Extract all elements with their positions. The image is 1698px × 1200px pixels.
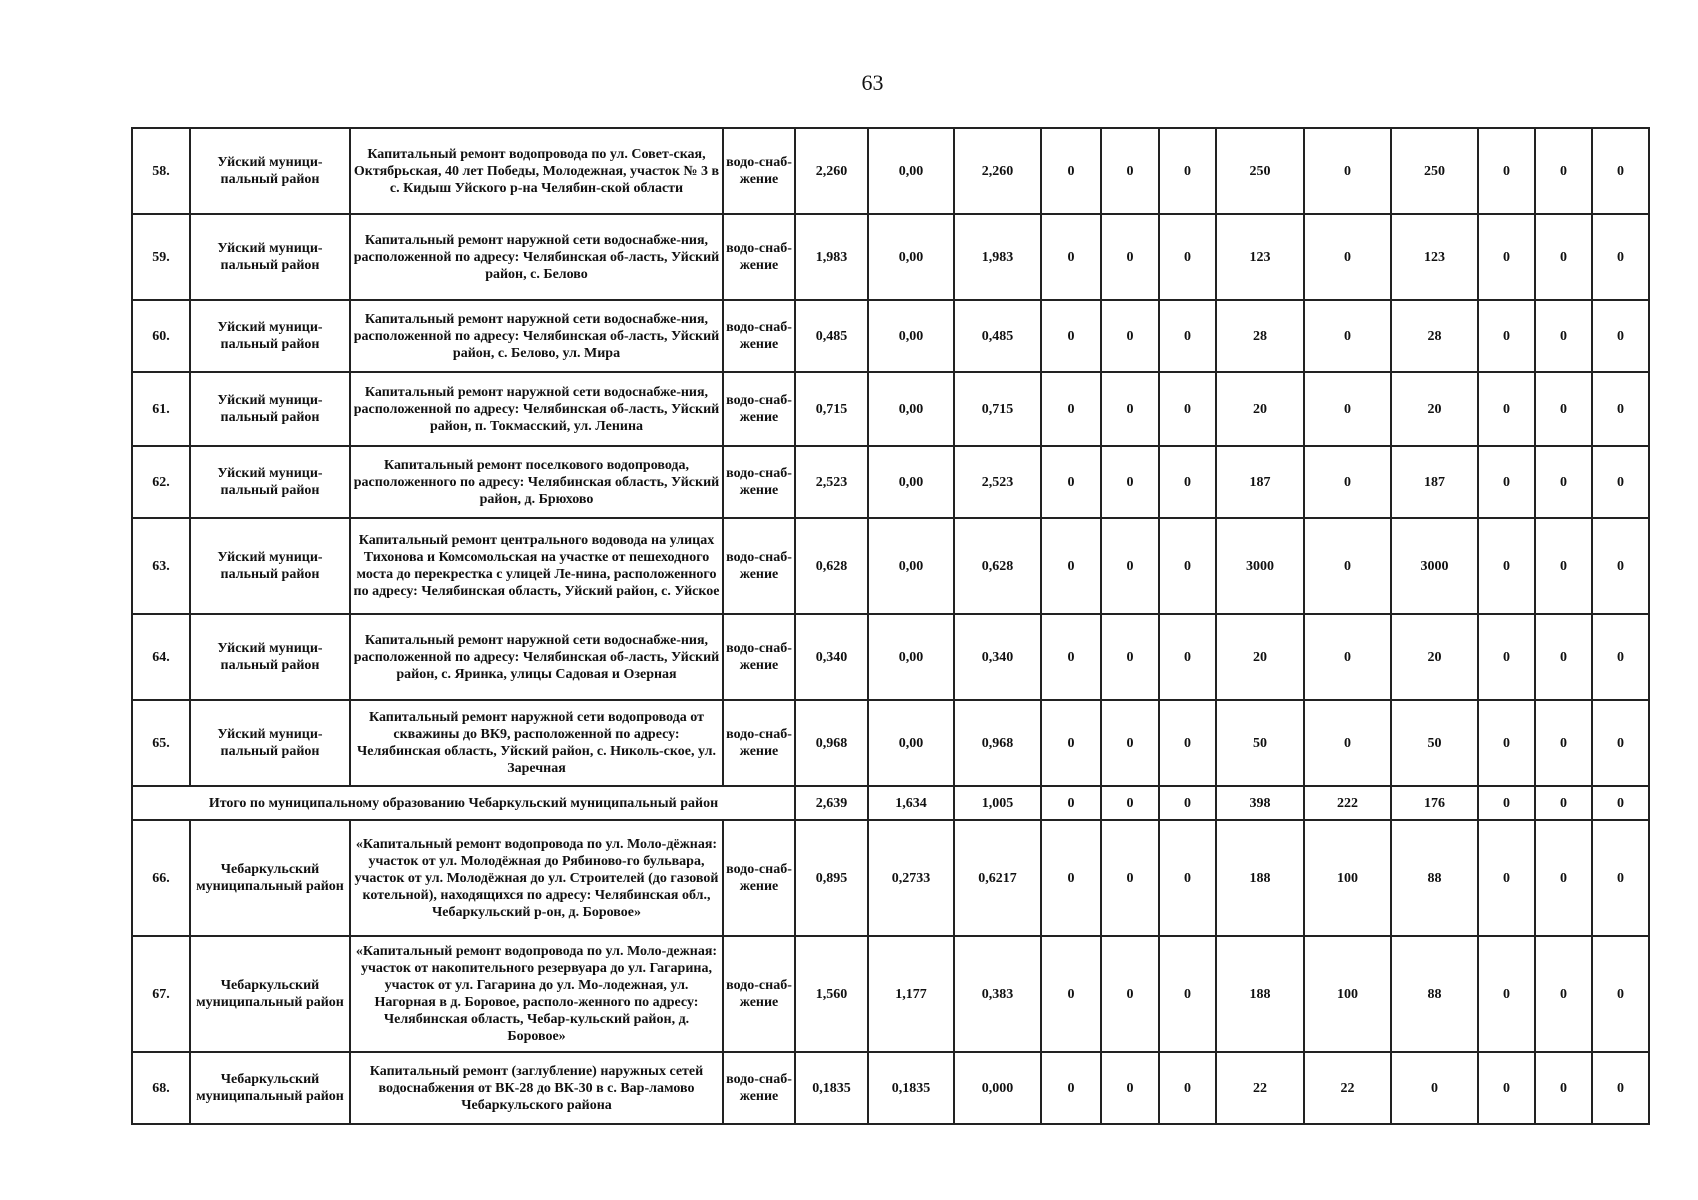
table-body-chebarkul xyxy=(132,820,1649,1124)
value-cell: 0 xyxy=(1535,518,1592,614)
project-description: Капитальный ремонт водопровода по ул. Совет-ская, Октябрьская, 40 лет Победы, Молодежная, участок № 3 в с. Кидыш Уйского р-на Челябин-ской области xyxy=(350,128,723,214)
value-cell: 0 xyxy=(1159,1052,1216,1124)
value-cell: 0 xyxy=(1391,1052,1478,1124)
value-cell: 0 xyxy=(1159,614,1216,700)
value-cell: 0 xyxy=(1304,518,1391,614)
value-cell: 0 xyxy=(1592,372,1649,446)
project-description: Капитальный ремонт наружной сети водоснабже-ния, расположенной по адресу: Челябинская об-ласть, Уйский район, с. Белово, ул. Мира xyxy=(350,300,723,372)
value-cell: 0 xyxy=(1159,700,1216,786)
district-name: Уйский муници-пальный район xyxy=(190,300,350,372)
value-cell: 0,00 xyxy=(868,700,954,786)
summary-value: 1,634 xyxy=(868,786,954,820)
summary-value: 0 xyxy=(1592,786,1649,820)
row-number: 62. xyxy=(132,446,190,518)
summary-value: 222 xyxy=(1304,786,1391,820)
project-type: водо-снаб-жение xyxy=(723,372,795,446)
value-cell: 0,000 xyxy=(954,1052,1041,1124)
value-cell: 0 xyxy=(1478,372,1535,446)
value-cell: 0 xyxy=(1041,300,1101,372)
value-cell: 1,983 xyxy=(954,214,1041,300)
value-cell: 0,968 xyxy=(954,700,1041,786)
value-cell: 20 xyxy=(1216,614,1304,700)
investment-table xyxy=(131,127,1650,1125)
value-cell: 20 xyxy=(1216,372,1304,446)
project-type: водо-снаб-жение xyxy=(723,214,795,300)
value-cell: 0 xyxy=(1478,1052,1535,1124)
value-cell: 0 xyxy=(1478,518,1535,614)
value-cell: 0 xyxy=(1041,128,1101,214)
row-number: 66. xyxy=(132,820,190,936)
value-cell: 0 xyxy=(1159,372,1216,446)
value-cell: 0 xyxy=(1159,936,1216,1052)
value-cell: 3000 xyxy=(1391,518,1478,614)
value-cell: 0,00 xyxy=(868,214,954,300)
value-cell: 0,00 xyxy=(868,128,954,214)
row-number: 58. xyxy=(132,128,190,214)
value-cell: 0 xyxy=(1535,820,1592,936)
value-cell: 20 xyxy=(1391,614,1478,700)
value-cell: 0 xyxy=(1041,214,1101,300)
table-body-uisky xyxy=(132,128,1649,786)
value-cell: 0,1835 xyxy=(868,1052,954,1124)
project-description: Капитальный ремонт поселкового водопровода, расположенного по адресу: Челябинская область, Уйский район, д. Брюхово xyxy=(350,446,723,518)
summary-value: 176 xyxy=(1391,786,1478,820)
summary-label: Итого по муниципальному образованию Чебаркульский муниципальный район xyxy=(132,786,795,820)
value-cell: 123 xyxy=(1216,214,1304,300)
project-description: Капитальный ремонт центрального водовода на улицах Тихонова и Комсомольская на участке от пешеходного моста до перекрестка с улицей Ле-нина, расположенного по адресу: Челябинская область, Уйский район, с. Уйское xyxy=(350,518,723,614)
summary-value: 0 xyxy=(1478,786,1535,820)
value-cell: 50 xyxy=(1216,700,1304,786)
summary-value: 2,639 xyxy=(795,786,868,820)
value-cell: 0 xyxy=(1592,700,1649,786)
value-cell: 1,177 xyxy=(868,936,954,1052)
value-cell: 188 xyxy=(1216,820,1304,936)
value-cell: 88 xyxy=(1391,936,1478,1052)
summary-value: 0 xyxy=(1101,786,1159,820)
value-cell: 0 xyxy=(1592,518,1649,614)
value-cell: 0 xyxy=(1101,128,1159,214)
value-cell: 0 xyxy=(1304,614,1391,700)
summary-value: 0 xyxy=(1041,786,1101,820)
project-description: Капитальный ремонт наружной сети водоснабже-ния, расположенной по адресу: Челябинская об-ласть, Уйский район, с. Яринка, улицы Садовая и Озерная xyxy=(350,614,723,700)
value-cell: 20 xyxy=(1391,372,1478,446)
value-cell: 0 xyxy=(1041,372,1101,446)
value-cell: 0 xyxy=(1478,214,1535,300)
value-cell: 0 xyxy=(1592,614,1649,700)
table-row xyxy=(132,372,1649,446)
value-cell: 123 xyxy=(1391,214,1478,300)
project-description: «Капитальный ремонт водопровода по ул. Моло-дежная: участок от накопительного резервуара до ул. Гагарина, участок от ул. Гагарина до ул. Мо-лодежная, ул. Нагорная в д. Боровое, располо-женного по адресу: Челябинская область, Чебар-кульский район, д. Боровое» xyxy=(350,936,723,1052)
value-cell: 0,00 xyxy=(868,372,954,446)
value-cell: 0 xyxy=(1101,372,1159,446)
value-cell: 2,523 xyxy=(954,446,1041,518)
value-cell: 0,2733 xyxy=(868,820,954,936)
row-number: 59. xyxy=(132,214,190,300)
value-cell: 0 xyxy=(1041,820,1101,936)
value-cell: 0 xyxy=(1535,700,1592,786)
summary-value: 0 xyxy=(1159,786,1216,820)
value-cell: 0 xyxy=(1535,214,1592,300)
table-row xyxy=(132,936,1649,1052)
value-cell: 0 xyxy=(1101,700,1159,786)
value-cell: 187 xyxy=(1216,446,1304,518)
row-number: 67. xyxy=(132,936,190,1052)
value-cell: 0 xyxy=(1535,372,1592,446)
value-cell: 0 xyxy=(1592,128,1649,214)
value-cell: 1,983 xyxy=(795,214,868,300)
value-cell: 0,968 xyxy=(795,700,868,786)
district-name: Уйский муници-пальный район xyxy=(190,614,350,700)
value-cell: 28 xyxy=(1391,300,1478,372)
row-number: 63. xyxy=(132,518,190,614)
value-cell: 0 xyxy=(1101,300,1159,372)
value-cell: 0 xyxy=(1041,614,1101,700)
value-cell: 2,260 xyxy=(795,128,868,214)
value-cell: 0,00 xyxy=(868,614,954,700)
value-cell: 0 xyxy=(1592,820,1649,936)
value-cell: 0 xyxy=(1101,214,1159,300)
value-cell: 0,895 xyxy=(795,820,868,936)
district-name: Уйский муници-пальный район xyxy=(190,372,350,446)
project-description: Капитальный ремонт (заглубление) наружных сетей водоснабжения от ВК-28 до ВК-30 в с. Вар-ламово Чебаркульского района xyxy=(350,1052,723,1124)
value-cell: 0,383 xyxy=(954,936,1041,1052)
project-type: водо-снаб-жение xyxy=(723,518,795,614)
value-cell: 0 xyxy=(1535,128,1592,214)
value-cell: 0 xyxy=(1478,936,1535,1052)
table-row xyxy=(132,300,1649,372)
value-cell: 28 xyxy=(1216,300,1304,372)
table-row xyxy=(132,614,1649,700)
district-name: Чебаркульский муниципальный район xyxy=(190,936,350,1052)
project-description: Капитальный ремонт наружной сети водоснабже-ния, расположенной по адресу: Челябинская об-ласть, Уйский район, п. Токмасский, ул. Ленина xyxy=(350,372,723,446)
summary-value: 1,005 xyxy=(954,786,1041,820)
value-cell: 188 xyxy=(1216,936,1304,1052)
value-cell: 0 xyxy=(1101,518,1159,614)
value-cell: 0 xyxy=(1592,936,1649,1052)
value-cell: 0 xyxy=(1592,214,1649,300)
value-cell: 0,00 xyxy=(868,446,954,518)
value-cell: 0 xyxy=(1535,446,1592,518)
district-name: Уйский муници-пальный район xyxy=(190,446,350,518)
project-description: Капитальный ремонт наружной сети водоснабже-ния, расположенной по адресу: Челябинская об-ласть, Уйский район, с. Белово xyxy=(350,214,723,300)
value-cell: 0 xyxy=(1304,128,1391,214)
district-name: Уйский муници-пальный район xyxy=(190,214,350,300)
value-cell: 0 xyxy=(1592,1052,1649,1124)
row-number: 64. xyxy=(132,614,190,700)
district-name: Чебаркульский муниципальный район xyxy=(190,1052,350,1124)
table-row xyxy=(132,128,1649,214)
value-cell: 0 xyxy=(1304,700,1391,786)
value-cell: 0 xyxy=(1535,300,1592,372)
value-cell: 0 xyxy=(1592,300,1649,372)
value-cell: 0 xyxy=(1478,614,1535,700)
row-number: 60. xyxy=(132,300,190,372)
project-type: водо-снаб-жение xyxy=(723,614,795,700)
project-type: водо-снаб-жение xyxy=(723,128,795,214)
value-cell: 0 xyxy=(1478,700,1535,786)
value-cell: 0 xyxy=(1101,446,1159,518)
table-row xyxy=(132,700,1649,786)
value-cell: 0 xyxy=(1041,518,1101,614)
value-cell: 0,628 xyxy=(795,518,868,614)
value-cell: 0 xyxy=(1101,936,1159,1052)
value-cell: 0 xyxy=(1101,614,1159,700)
summary-row xyxy=(132,786,1649,820)
value-cell: 0 xyxy=(1159,518,1216,614)
value-cell: 0 xyxy=(1304,300,1391,372)
table-row xyxy=(132,518,1649,614)
value-cell: 0,340 xyxy=(795,614,868,700)
value-cell: 22 xyxy=(1304,1052,1391,1124)
project-type: водо-снаб-жение xyxy=(723,936,795,1052)
value-cell: 0,715 xyxy=(795,372,868,446)
value-cell: 0,6217 xyxy=(954,820,1041,936)
table-row xyxy=(132,446,1649,518)
value-cell: 0 xyxy=(1159,128,1216,214)
table-row xyxy=(132,1052,1649,1124)
summary-value: 398 xyxy=(1216,786,1304,820)
value-cell: 0,00 xyxy=(868,518,954,614)
value-cell: 22 xyxy=(1216,1052,1304,1124)
value-cell: 0 xyxy=(1041,700,1101,786)
value-cell: 0,340 xyxy=(954,614,1041,700)
value-cell: 0 xyxy=(1592,446,1649,518)
value-cell: 0,715 xyxy=(954,372,1041,446)
table-row xyxy=(132,214,1649,300)
value-cell: 50 xyxy=(1391,700,1478,786)
value-cell: 0 xyxy=(1478,128,1535,214)
value-cell: 2,523 xyxy=(795,446,868,518)
value-cell: 0 xyxy=(1159,820,1216,936)
project-type: водо-снаб-жение xyxy=(723,700,795,786)
project-description: «Капитальный ремонт водопровода по ул. Моло-дёжная: участок от ул. Молодёжная до Рябиново-го бульвара, участок от ул. Молодёжная до ул. Строителей (до газовой котельной), находящихся по адресу: Челябинская обл., Чебаркульский р-он, д. Боровое» xyxy=(350,820,723,936)
value-cell: 0 xyxy=(1304,446,1391,518)
district-name: Уйский муници-пальный район xyxy=(190,700,350,786)
value-cell: 100 xyxy=(1304,936,1391,1052)
value-cell: 3000 xyxy=(1216,518,1304,614)
district-name: Чебаркульский муниципальный район xyxy=(190,820,350,936)
value-cell: 2,260 xyxy=(954,128,1041,214)
value-cell: 0 xyxy=(1101,820,1159,936)
value-cell: 88 xyxy=(1391,820,1478,936)
project-type: водо-снаб-жение xyxy=(723,446,795,518)
project-type: водо-снаб-жение xyxy=(723,300,795,372)
value-cell: 100 xyxy=(1304,820,1391,936)
value-cell: 0 xyxy=(1478,300,1535,372)
value-cell: 0 xyxy=(1535,936,1592,1052)
value-cell: 0 xyxy=(1478,446,1535,518)
value-cell: 250 xyxy=(1391,128,1478,214)
value-cell: 0 xyxy=(1159,214,1216,300)
row-number: 65. xyxy=(132,700,190,786)
district-name: Уйский муници-пальный район xyxy=(190,518,350,614)
value-cell: 0 xyxy=(1304,214,1391,300)
value-cell: 1,560 xyxy=(795,936,868,1052)
value-cell: 0 xyxy=(1159,446,1216,518)
row-number: 61. xyxy=(132,372,190,446)
project-type: водо-снаб-жение xyxy=(723,1052,795,1124)
project-description: Капитальный ремонт наружной сети водопровода от скважины до ВК9, расположенной по адресу: Челябинская область, Уйский район, с. Николь-ское, ул. Заречная xyxy=(350,700,723,786)
row-number: 68. xyxy=(132,1052,190,1124)
value-cell: 0 xyxy=(1101,1052,1159,1124)
value-cell: 187 xyxy=(1391,446,1478,518)
value-cell: 0,1835 xyxy=(795,1052,868,1124)
value-cell: 0 xyxy=(1159,300,1216,372)
value-cell: 0,00 xyxy=(868,300,954,372)
project-type: водо-снаб-жение xyxy=(723,820,795,936)
value-cell: 0 xyxy=(1304,372,1391,446)
value-cell: 0,485 xyxy=(954,300,1041,372)
value-cell: 0 xyxy=(1535,614,1592,700)
page-number: 63 xyxy=(861,70,884,95)
district-name: Уйский муници-пальный район xyxy=(190,128,350,214)
table-summary xyxy=(132,786,1649,820)
value-cell: 0 xyxy=(1535,1052,1592,1124)
value-cell: 0,628 xyxy=(954,518,1041,614)
value-cell: 0,485 xyxy=(795,300,868,372)
value-cell: 0 xyxy=(1041,936,1101,1052)
value-cell: 0 xyxy=(1041,1052,1101,1124)
summary-value: 0 xyxy=(1535,786,1592,820)
value-cell: 250 xyxy=(1216,128,1304,214)
value-cell: 0 xyxy=(1041,446,1101,518)
value-cell: 0 xyxy=(1478,820,1535,936)
table-row xyxy=(132,820,1649,936)
